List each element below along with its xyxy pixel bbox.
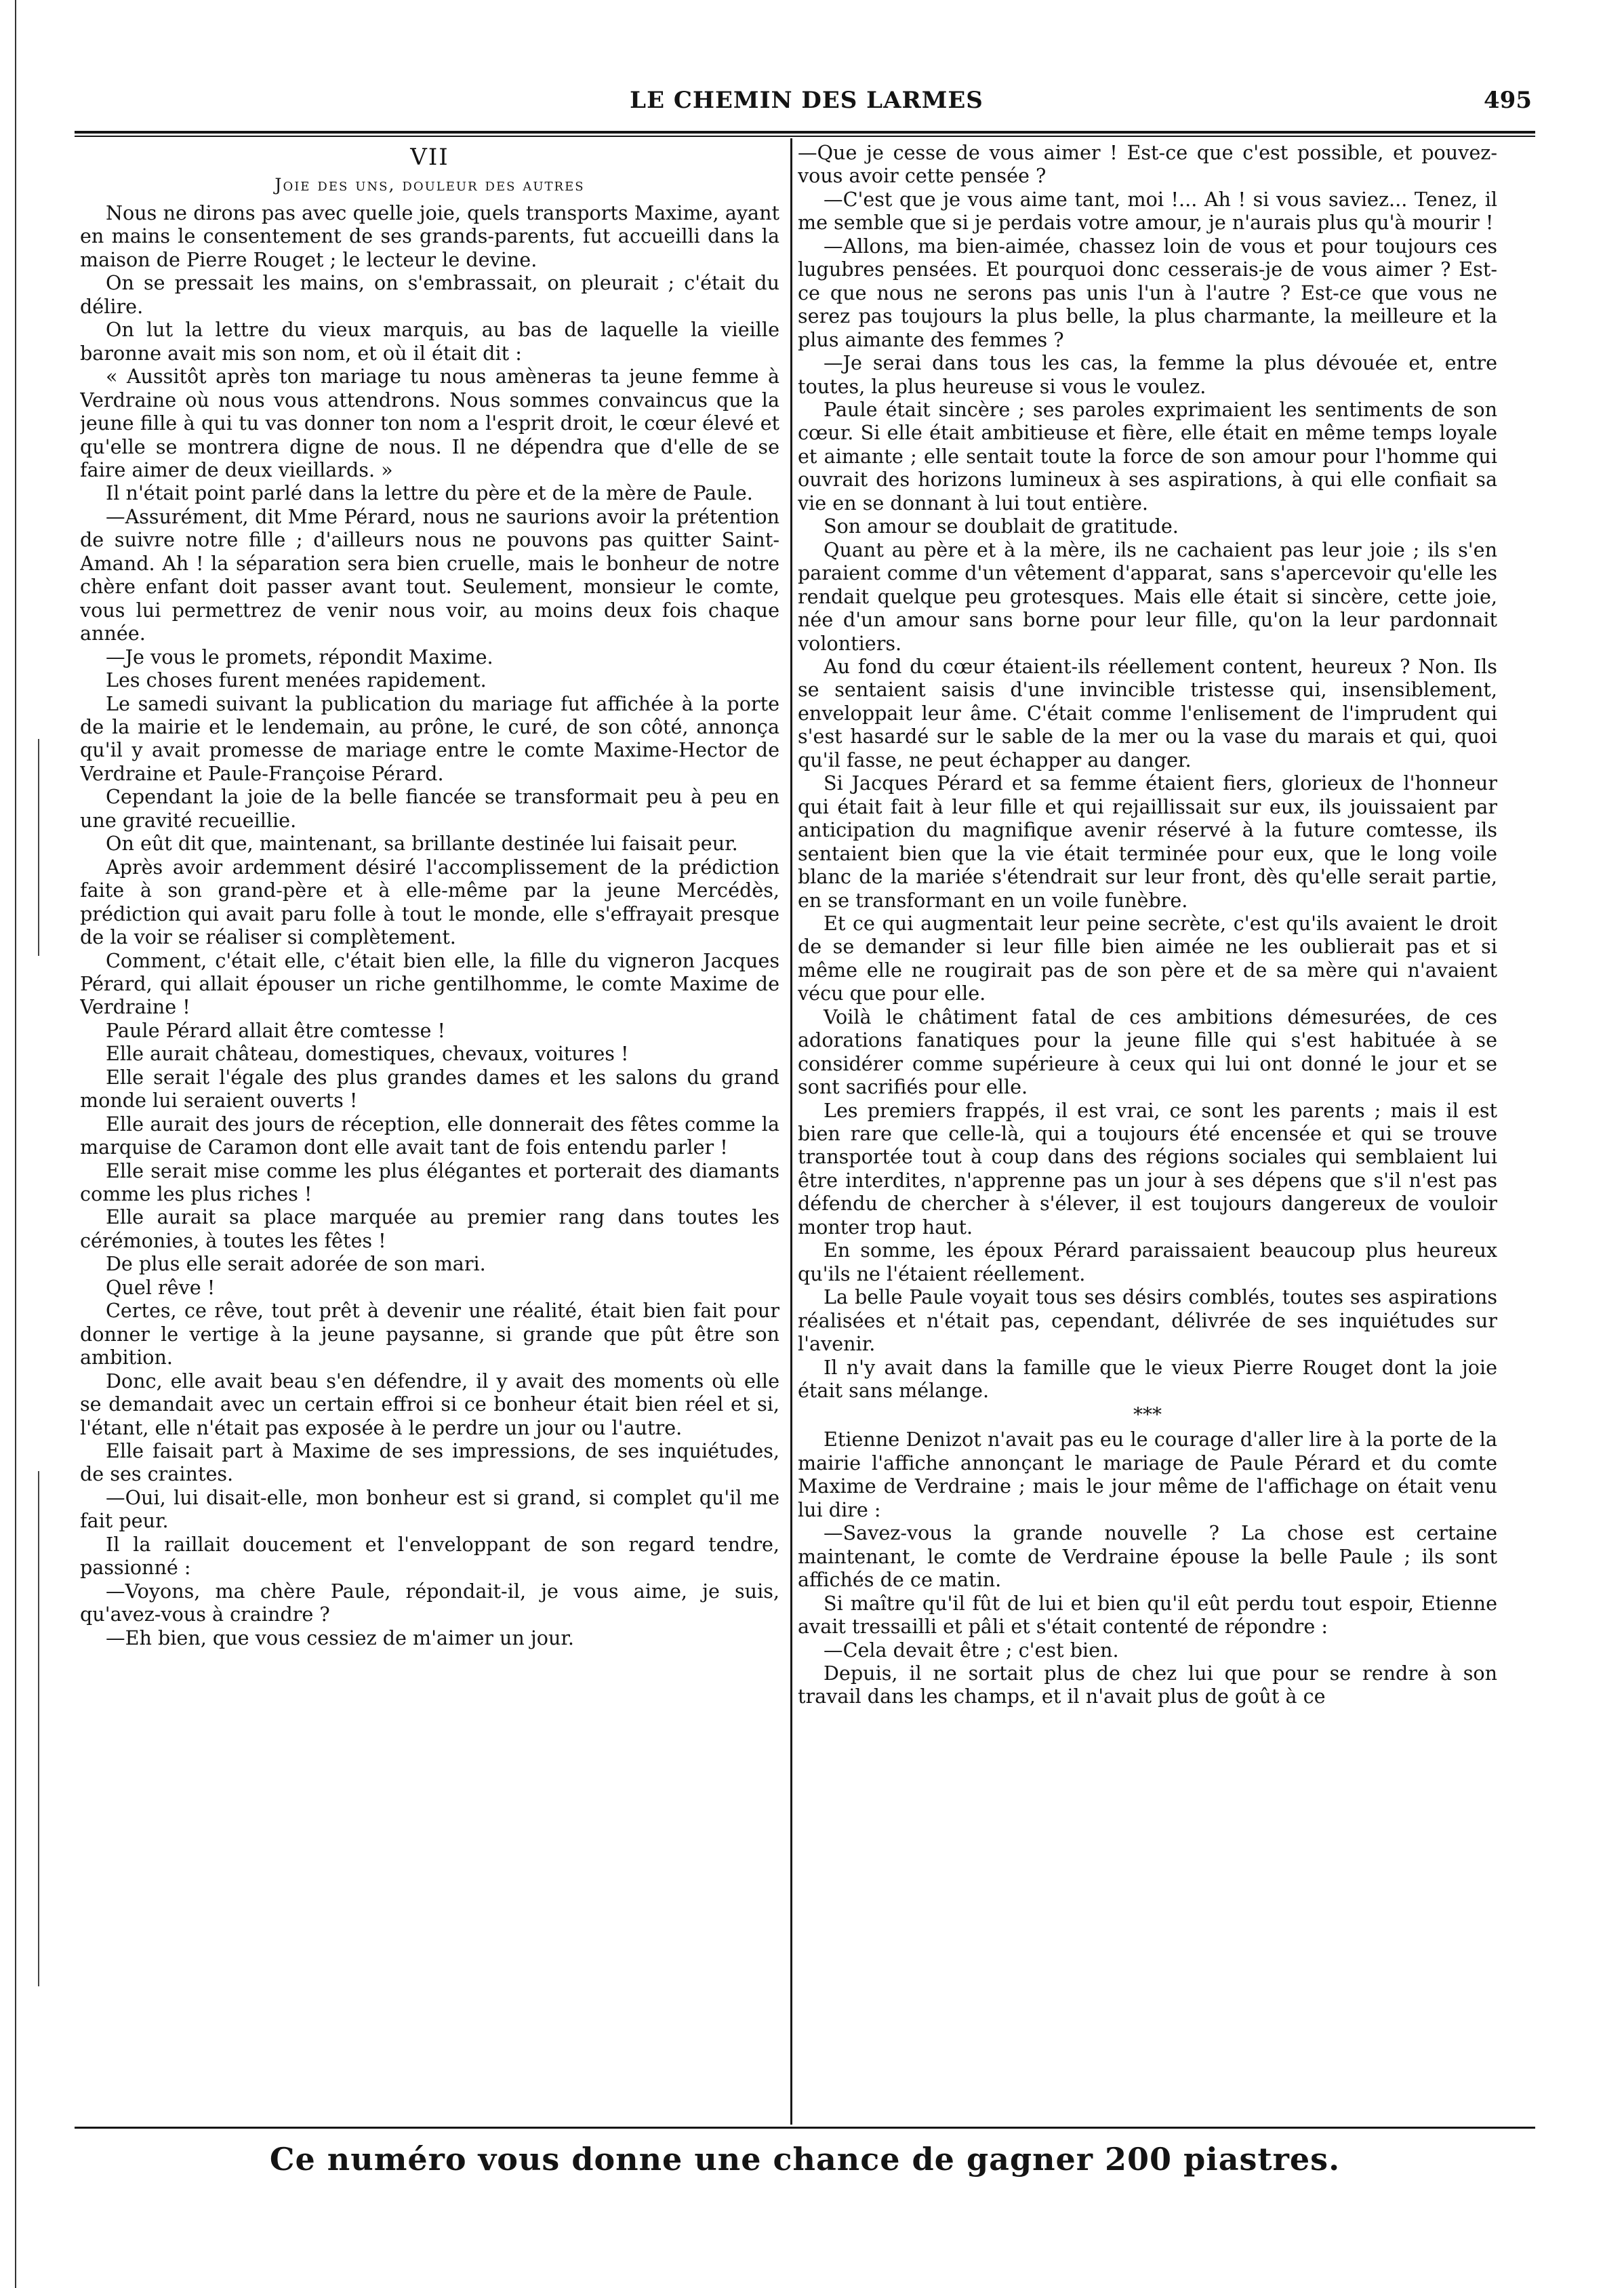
paragraph: —Assurément, dit Mme Pérard, nous ne saurions avoir la prétention de suivre notre fille ; d'ailleurs nous ne pouvons pas quitter Saint-Amand. Ah ! la séparation sera bien cruelle, mais le bonheur de notre chère enfant doit passer avant tout. Seulement, monsieur le comte, vous lui permettrez de venir nous voir, au moins deux fois chaque année. [80, 504, 779, 645]
paragraph: Nous ne dirons pas avec quelle joie, quels transports Maxime, ayant en mains le consentement de ses grands-parents, fut accueilli dans la maison de Pierre Rouget ; le lecteur le devine. [80, 201, 779, 271]
paragraph: Et ce qui augmentait leur peine secrète, c'est qu'ils avaient le droit de se demander si leur fille bien aimée ne les oublierait pas et si même elle ne rougirait pas de son père et de sa mère qui n'avaient vécu que pour elle. [798, 911, 1497, 1005]
paragraph: —Voyons, ma chère Paule, répondait-il, je vous aime, je suis, qu'avez-vous à craindre ? [80, 1579, 779, 1626]
paragraph: —Que je cesse de vous aimer ! Est-ce que c'est possible, et pouvez-vous avoir cette pensée ? [798, 141, 1497, 188]
paragraph: Elle faisait part à Maxime de ses impressions, de ses inquiétudes, de ses craintes. [80, 1439, 779, 1486]
paragraph: Certes, ce rêve, tout prêt à devenir une réalité, était bien fait pour donner le vertige à la jeune paysanne, si grande que pût être son ambition. [80, 1299, 779, 1369]
paragraph: Elle aurait château, domestiques, chevaux, voitures ! [106, 1042, 629, 1066]
page-number: 495 [1484, 87, 1532, 114]
paragraph: Elle serait mise comme les plus élégantes et porterait des diamants comme les plus riches ! [80, 1159, 779, 1206]
footer-notice: Ce numéro vous donne une chance de gagner 200 piastres. [269, 2141, 1341, 2177]
paragraph: Il n'y avait dans la famille que le vieux Pierre Rouget dont la joie était sans mélange. [798, 1355, 1497, 1403]
paragraph: Le samedi suivant la publication du mariage fut affichée à la porte de la mairie et le lendemain, au prône, le curé, de son côté, annonça qu'il y avait promesse de mariage entre le comte Maxime-Hector de Verdraine et Paule-Françoise Pérard. [80, 691, 779, 785]
binding-edge-line [38, 739, 39, 956]
paragraph: Il n'était point parlé dans la lettre du père et de la mère de Paule. [106, 481, 753, 505]
binding-edge-line [38, 1471, 39, 1986]
paragraph: Après avoir ardemment désiré l'accomplissement de la prédiction faite à son grand-père et à elle-même par la jeune Mercédès, prédiction qui avait paru folle à tout le monde, elle s'effrayait presque de la voir se réaliser si complètement. [80, 855, 779, 949]
paragraph: Les choses furent menées rapidement. [106, 668, 487, 692]
paragraph: Si Jacques Pérard et sa femme étaient fiers, glorieux de l'honneur qui était fait à leur fille et qui rejaillissait sur eux, ils jouissaient par anticipation du magnifique avenir réservé à la future comtesse, ils sentaient bien que la vie était terminée pour eux, que le long voile blanc de la mariée s'étendrait sur leur front, dès qu'elle serait partie, en se transformant en un voile funèbre. [798, 771, 1497, 912]
paragraph: Elle serait l'égale des plus grandes dames et les salons du grand monde lui seraient ouverts ! [80, 1065, 779, 1112]
paragraph: —Cela devait être ; c'est bien. [824, 1638, 1119, 1662]
left-column-text [80, 201, 779, 1649]
paragraph: Depuis, il ne sortait plus de chez lui que pour se rendre à son travail dans les champs, et il n'avait plus de goût à ce [798, 1662, 1497, 1708]
paragraph: La belle Paule voyait tous ses désirs comblés, toutes ses aspirations réalisées et n'était pas, cependant, délivrée de ses inquiétudes sur l'avenir. [798, 1285, 1497, 1356]
paragraph: Quant au père et à la mère, ils ne cachaient pas leur joie ; ils s'en paraient comme d'un vêtement d'apparat, sans s'apercevoir qu'elle les rendait quelque peu grotesques. Mais elle était si sincère, cette joie, née d'un amour sans borne pour leur fille, qu'on la leur pardonnait volontiers. [798, 538, 1497, 655]
paragraph: On eût dit que, maintenant, sa brillante destinée lui faisait peur. [106, 832, 738, 856]
paragraph: Paule était sincère ; ses paroles exprimaient les sentiments de son cœur. Si elle était ambitieuse et fière, elle était en même temps loyale et aimante ; elle sentait toute la force de son amour pour l'homme qui ouvrait des horizons lumineux à ses aspirations, à qui elle confiait sa vie en se donnant à lui tout entière. [798, 397, 1497, 515]
paragraph: Les premiers frappés, il est vrai, ce sont les parents ; mais il est bien rare que celle-là, qui a toujours été encensée et qui se trouve transportée tout à coup dans des régions sociales qui semblaient lui être interdites, n'apprenne pas un jour à ses dépens que s'il n'est pas défendu de chercher à s'élever, il est toujours dangereux de vouloir monter trop haut. [798, 1098, 1497, 1239]
paragraph: —Savez-vous la grande nouvelle ? La chose est certaine maintenant, le comte de Verdraine épouse la belle Paule ; ils sont affichés de ce matin. [798, 1521, 1497, 1592]
header-rule [75, 131, 1535, 134]
chapter-title: Joie des uns, douleur des autres [275, 175, 585, 195]
paragraph: Si maître qu'il fût de lui et bien qu'il eût perdu tout espoir, Etienne avait tressailli et pâli et s'était contenté de répondre : [798, 1591, 1497, 1639]
paragraph: Elle aurait sa place marquée au premier rang dans toutes les cérémonies, à toutes les fêtes ! [80, 1205, 779, 1252]
paragraph: Quel rêve ! [106, 1275, 216, 1299]
paragraph: « Aussitôt après ton mariage tu nous amèneras ta jeune femme à Verdraine où nous vous attendrons. Nous sommes convaincus que la jeune fille à qui tu vas donner ton nom a l'esprit droit, le cœur élevé et qu'elle se montrera digne de nous. Il ne dépendra que d'elle de se faire aimer de deux vieillards. » [80, 365, 779, 481]
paragraph: —Je vous le promets, répondit Maxime. [106, 645, 493, 668]
paragraph: Il la raillait doucement et l'enveloppant de son regard tendre, passionné : [80, 1532, 779, 1580]
paragraph: Paule Pérard allait être comtesse ! [106, 1018, 446, 1042]
paragraph: Etienne Denizot n'avait pas eu le courage d'aller lire à la porte de la mairie l'affiche annonçant le mariage de Paule Pérard et du comte Maxime de Verdraine ; mais le jour même de l'affichage on était venu lui dire : [798, 1428, 1497, 1521]
paragraph: Cependant la joie de la belle fiancée se transformait peu à peu en une gravité recueillie. [80, 785, 779, 832]
chapter-number: VII [410, 144, 449, 171]
paragraph: Voilà le châtiment fatal de ces ambitions démesurées, de ces adorations fanatiques pour la jeune fille qui s'est habituée à se considérer comme supérieure à ceux qui lui ont donné le jour et se sont sacrifiés pour elle. [798, 1005, 1497, 1099]
paragraph: —Allons, ma bien-aimée, chassez loin de vous et pour toujours ces lugubres pensées. Et pourquoi donc cesserais-je de vous aimer ? Est-ce que nous ne serons pas unis l'un à l'autre ? Est-ce que vous ne serez pas toujours la plus belle, la plus charmante, la meilleure et la plus aimante des femmes ? [798, 234, 1497, 351]
paragraph: —Oui, lui disait-elle, mon bonheur est si grand, si complet qu'il me fait peur. [80, 1485, 779, 1533]
header-rule [75, 136, 1535, 137]
paragraph: Elle aurait des jours de réception, elle donnerait des fêtes comme la marquise de Caramon dont elle avait tant de fois entendu parler ! [80, 1112, 779, 1159]
binding-edge-line [15, 0, 16, 2288]
page-header [81, 87, 1532, 122]
footer-rule [75, 2127, 1535, 2129]
paragraph: En somme, les époux Pérard paraissaient beaucoup plus heureux qu'ils ne l'étaient réellement. [798, 1239, 1497, 1285]
running-title: LE CHEMIN DES LARMES [630, 87, 983, 114]
paragraph: Son amour se doublait de gratitude. [824, 515, 1179, 538]
left-column [80, 141, 779, 2124]
right-column [798, 141, 1497, 2124]
paragraph: On lut la lettre du vieux marquis, au bas de laquelle la vieille baronne avait mis son nom, et où il était dit : [80, 318, 779, 365]
column-divider [790, 138, 792, 2125]
paragraph: —Je serai dans tous les cas, la femme la plus dévouée et, entre toutes, la plus heureuse si vous le voulez. [798, 351, 1497, 398]
paragraph: On se pressait les mains, on s'embrassait, on pleurait ; c'était du délire. [80, 271, 779, 318]
paragraph: Au fond du cœur étaient-ils réellement content, heureux ? Non. Ils se sentaient saisis d'une invincible tristesse qui, insensiblement, enveloppait leur âme. C'était comme l'enlisement de l'imprudent qui s'est hasardé sur le sable de la mer ou la vase du marais et qui, quoi qu'il fasse, ne peut échapper au danger. [798, 654, 1497, 771]
right-column-text [798, 141, 1497, 1708]
paragraph: —Eh bien, que vous cessiez de m'aimer un jour. [106, 1626, 575, 1649]
section-break: *** [1133, 1403, 1162, 1426]
paragraph: Donc, elle avait beau s'en défendre, il y avait des moments où elle se demandait avec un certain effroi si ce bonheur était bien réel et si, l'étant, elle n'était pas exposée à le perdre un jour ou l'autre. [80, 1369, 779, 1439]
paragraph: Comment, c'était elle, c'était bien elle, la fille du vigneron Jacques Pérard, qui allait épouser un riche gentilhomme, le comte Maxime de Verdraine ! [80, 948, 779, 1019]
paragraph: De plus elle serait adorée de son mari. [106, 1252, 486, 1276]
paragraph: —C'est que je vous aime tant, moi !... Ah ! si vous saviez... Tenez, il me semble que si je perdais votre amour, je n'aurais plus qu'à mourir ! [798, 187, 1497, 235]
